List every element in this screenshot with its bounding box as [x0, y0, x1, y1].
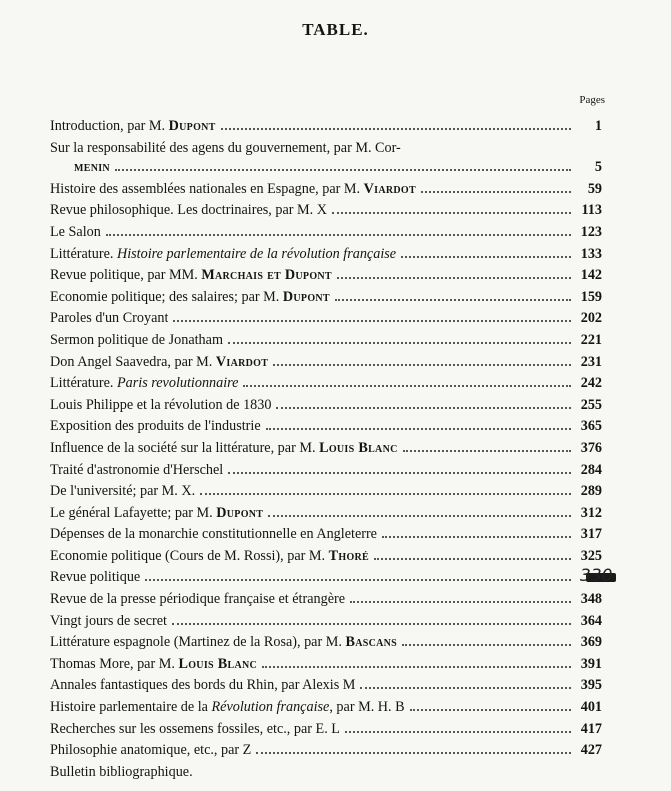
toc-entry-title — [50, 438, 398, 460]
toc-entry-text: Littérature espagnole (Martinez de la Rosa), par M. — [50, 634, 346, 651]
toc-entry-title — [50, 546, 369, 568]
toc-page-number: 242 — [580, 375, 602, 392]
toc-entry — [50, 611, 602, 633]
toc-entry-title — [50, 416, 261, 438]
toc-entry-text: Le général Lafayette; par M. — [50, 504, 217, 521]
toc-page-number: 202 — [580, 310, 602, 327]
toc-page-number: 312 — [580, 504, 602, 521]
page-title: TABLE. — [302, 20, 369, 39]
toc-entry-text: Littérature. — [50, 245, 117, 262]
toc-entry — [50, 138, 602, 160]
toc-page-number: 284 — [580, 461, 602, 478]
toc-entry-title — [50, 503, 263, 525]
dot-leader — [360, 687, 571, 689]
dot-leader — [173, 320, 571, 322]
toc-entry — [50, 762, 602, 784]
dot-leader — [256, 752, 571, 754]
dot-leader — [243, 385, 571, 387]
toc-page-number: 325 — [580, 547, 602, 564]
dot-leader — [115, 169, 571, 171]
toc-entry-title — [50, 157, 110, 179]
toc-entry — [50, 438, 602, 460]
toc-page-number: 221 — [580, 331, 602, 348]
toc-entry — [50, 116, 602, 138]
toc-entry — [50, 740, 602, 762]
toc-entry — [50, 524, 602, 546]
toc-page-number: 5 — [594, 159, 602, 176]
toc-entry — [50, 697, 602, 719]
toc-entry-author: menin — [74, 159, 110, 176]
toc-entry — [50, 352, 602, 374]
toc-entry-text-tail: , par M. H. B — [329, 699, 405, 716]
toc-entry-title — [50, 611, 167, 633]
dot-leader — [410, 709, 571, 711]
toc-entry-text: Economie politique; des salaires; par M. — [50, 288, 283, 305]
toc-page-number: 369 — [580, 634, 602, 651]
dot-leader — [421, 191, 571, 193]
toc-entry-text: Thomas More, par M. — [50, 655, 179, 672]
toc-entry — [50, 546, 602, 568]
dot-leader — [228, 342, 571, 344]
toc-page-number: 289 — [580, 483, 602, 500]
toc-entry-text: Sur la responsabilité des agens du gouvernement, par M. Cor- — [50, 139, 401, 156]
toc-page-number: 365 — [580, 418, 602, 435]
toc-page-number: 231 — [580, 353, 602, 370]
toc-entry-italic-title: Paris revolutionnaire — [116, 375, 239, 392]
toc-entry-text: Bulletin bibliographique. — [50, 763, 193, 780]
toc-entry-text: Dépenses de la monarchie constitutionnelle en Angleterre — [50, 526, 377, 543]
pages-column-header: Pages — [579, 94, 605, 106]
toc-entry-text: Economie politique (Cours de M. Rossi), par M. — [50, 547, 329, 564]
toc-entry-author: Louis Blanc — [178, 655, 258, 672]
toc-entry-text: Sermon politique de Jonatham — [50, 331, 223, 348]
toc-entry-title — [50, 138, 401, 160]
toc-entry-title — [50, 654, 257, 676]
toc-entry — [50, 632, 602, 654]
toc-entry-text: Littérature. — [50, 375, 117, 392]
toc-entry — [50, 308, 602, 330]
toc-entry-title — [50, 222, 101, 244]
toc-entry — [50, 719, 602, 741]
dot-leader — [221, 128, 571, 130]
toc-entry-author: Dupont — [168, 118, 216, 134]
toc-entry-text: Le Salon — [50, 223, 101, 240]
dot-leader — [262, 666, 571, 668]
toc-entry — [50, 222, 602, 244]
toc-entry-author: Marchais et Dupont — [201, 267, 332, 284]
toc-entry-title — [50, 287, 330, 309]
toc-entry-author: Bascans — [345, 634, 398, 651]
dot-leader — [402, 644, 571, 646]
dot-leader — [106, 234, 571, 236]
toc-entry-title — [50, 200, 327, 222]
toc-entry-title — [50, 265, 332, 287]
toc-entry-title — [50, 697, 405, 719]
toc-entry-title — [50, 330, 223, 352]
toc-entry-text: Revue politique, par MM. — [50, 267, 202, 284]
toc-page-number: 395 — [580, 677, 602, 694]
toc-page-number: 401 — [580, 699, 602, 716]
toc-entry-text: Revue politique — [50, 569, 141, 586]
dot-leader — [403, 450, 571, 452]
toc-entry — [50, 373, 602, 395]
toc-entry — [50, 244, 602, 266]
toc-page-number: 113 — [581, 202, 602, 219]
dot-leader — [200, 493, 571, 495]
toc-entry — [50, 503, 602, 525]
handwritten-page-number: 330 — [580, 566, 613, 586]
toc-page-number: 317 — [580, 526, 602, 543]
dot-leader — [382, 536, 571, 538]
toc-entry-author: Dupont — [216, 504, 264, 521]
toc-entry-title — [50, 740, 251, 762]
dot-leader — [335, 299, 571, 301]
toc-page-number: 1 — [594, 118, 602, 134]
toc-entry-author: Viardot — [215, 353, 269, 370]
toc-page-number: 133 — [580, 245, 602, 262]
dot-leader — [350, 601, 571, 603]
toc-entry-title — [50, 373, 238, 395]
toc-entry — [50, 265, 602, 287]
toc-entry — [50, 157, 602, 179]
toc-entry-title — [50, 460, 223, 482]
toc-entry-title — [50, 244, 396, 266]
dot-leader — [337, 277, 571, 279]
toc-entry — [50, 416, 602, 438]
toc-entry-author: Louis Blanc — [319, 439, 398, 456]
dot-leader — [145, 579, 571, 581]
toc-entry-text: Paroles d'un Croyant — [50, 310, 169, 327]
toc-entry-text: De l'université; par M. X. — [50, 483, 196, 500]
dot-leader — [266, 428, 571, 430]
toc-entry-title — [50, 762, 193, 784]
toc-entry-text: Introduction, par M. — [50, 118, 169, 134]
toc-entry — [50, 481, 602, 503]
toc-entry-author: Viardot — [363, 180, 416, 197]
dot-leader — [273, 364, 571, 366]
toc-entry — [50, 330, 602, 352]
toc-entry — [50, 654, 602, 676]
dot-leader — [332, 212, 571, 214]
toc-entry-title — [50, 352, 268, 374]
toc-entry-text: Don Angel Saavedra, par M. — [50, 353, 216, 370]
toc-entry-italic-title: Révolution française — [211, 699, 330, 716]
toc-page-number: 255 — [580, 396, 602, 413]
dot-leader — [401, 256, 571, 258]
toc-entry-title — [50, 567, 140, 589]
toc-page-number: 427 — [580, 742, 602, 759]
table-of-contents — [50, 116, 602, 783]
toc-entry — [50, 287, 602, 309]
toc-entry-title — [50, 632, 397, 654]
toc-page-number: 142 — [580, 267, 602, 284]
toc-entry-text: Vingt jours de secret — [50, 612, 167, 629]
toc-entry-text: Annales fantastiques des bords du Rhin, par Alexis M — [50, 677, 356, 694]
dot-leader — [172, 623, 571, 625]
toc-entry-title — [50, 719, 340, 741]
toc-entry-text: Exposition des produits de l'industrie — [50, 418, 261, 435]
toc-page-number: 376 — [580, 439, 602, 456]
toc-entry-title — [50, 395, 271, 417]
toc-entry — [50, 567, 602, 589]
toc-page-number: 348 — [580, 591, 602, 608]
toc-entry-text: Influence de la société sur la littérature, par M. — [50, 439, 320, 456]
toc-page-number: 364 — [580, 612, 602, 629]
toc-page-number: 417 — [580, 720, 602, 737]
toc-page-number: 391 — [580, 655, 602, 672]
toc-entry-title — [50, 308, 168, 330]
toc-page-number: 59 — [587, 180, 602, 197]
toc-entry-text: Philosophie anatomique, etc., par Z — [50, 742, 252, 759]
toc-page-number: 159 — [580, 288, 602, 305]
toc-entry-text: Traité d'astronomie d'Herschel — [50, 461, 224, 478]
toc-entry — [50, 460, 602, 482]
toc-entry-title — [50, 524, 377, 546]
toc-entry-title — [50, 589, 345, 611]
toc-entry-title — [50, 116, 216, 138]
toc-entry-title — [50, 675, 355, 697]
toc-entry — [50, 200, 602, 222]
dot-leader — [276, 407, 571, 409]
dot-leader — [228, 472, 571, 474]
toc-entry — [50, 589, 602, 611]
dot-leader — [268, 515, 571, 517]
toc-entry-text: Louis Philippe et la révolution de 1830 — [50, 396, 272, 413]
toc-entry-author: Thoré — [328, 547, 370, 564]
dot-leader — [374, 558, 571, 560]
dot-leader — [345, 731, 571, 733]
toc-entry-text: Revue de la presse périodique française et étrangère — [50, 591, 346, 608]
toc-entry-text: Histoire des assemblées nationales en Espagne, par M. — [50, 180, 364, 197]
toc-entry-title — [50, 179, 416, 201]
toc-page-number: 123 — [580, 223, 602, 240]
toc-entry-author: Dupont — [282, 288, 330, 305]
toc-entry-text: Recherches sur les ossemens fossiles, etc., par E. L — [50, 720, 340, 737]
toc-entry-text: Revue philosophique. Les doctrinaires, par M. X — [50, 202, 327, 219]
toc-entry-italic-title: Histoire parlementaire de la révolution française — [116, 245, 397, 262]
toc-entry-text: Histoire parlementaire de la — [50, 699, 212, 716]
toc-entry — [50, 179, 602, 201]
toc-entry-title — [50, 481, 195, 503]
toc-entry — [50, 675, 602, 697]
toc-entry — [50, 395, 602, 417]
